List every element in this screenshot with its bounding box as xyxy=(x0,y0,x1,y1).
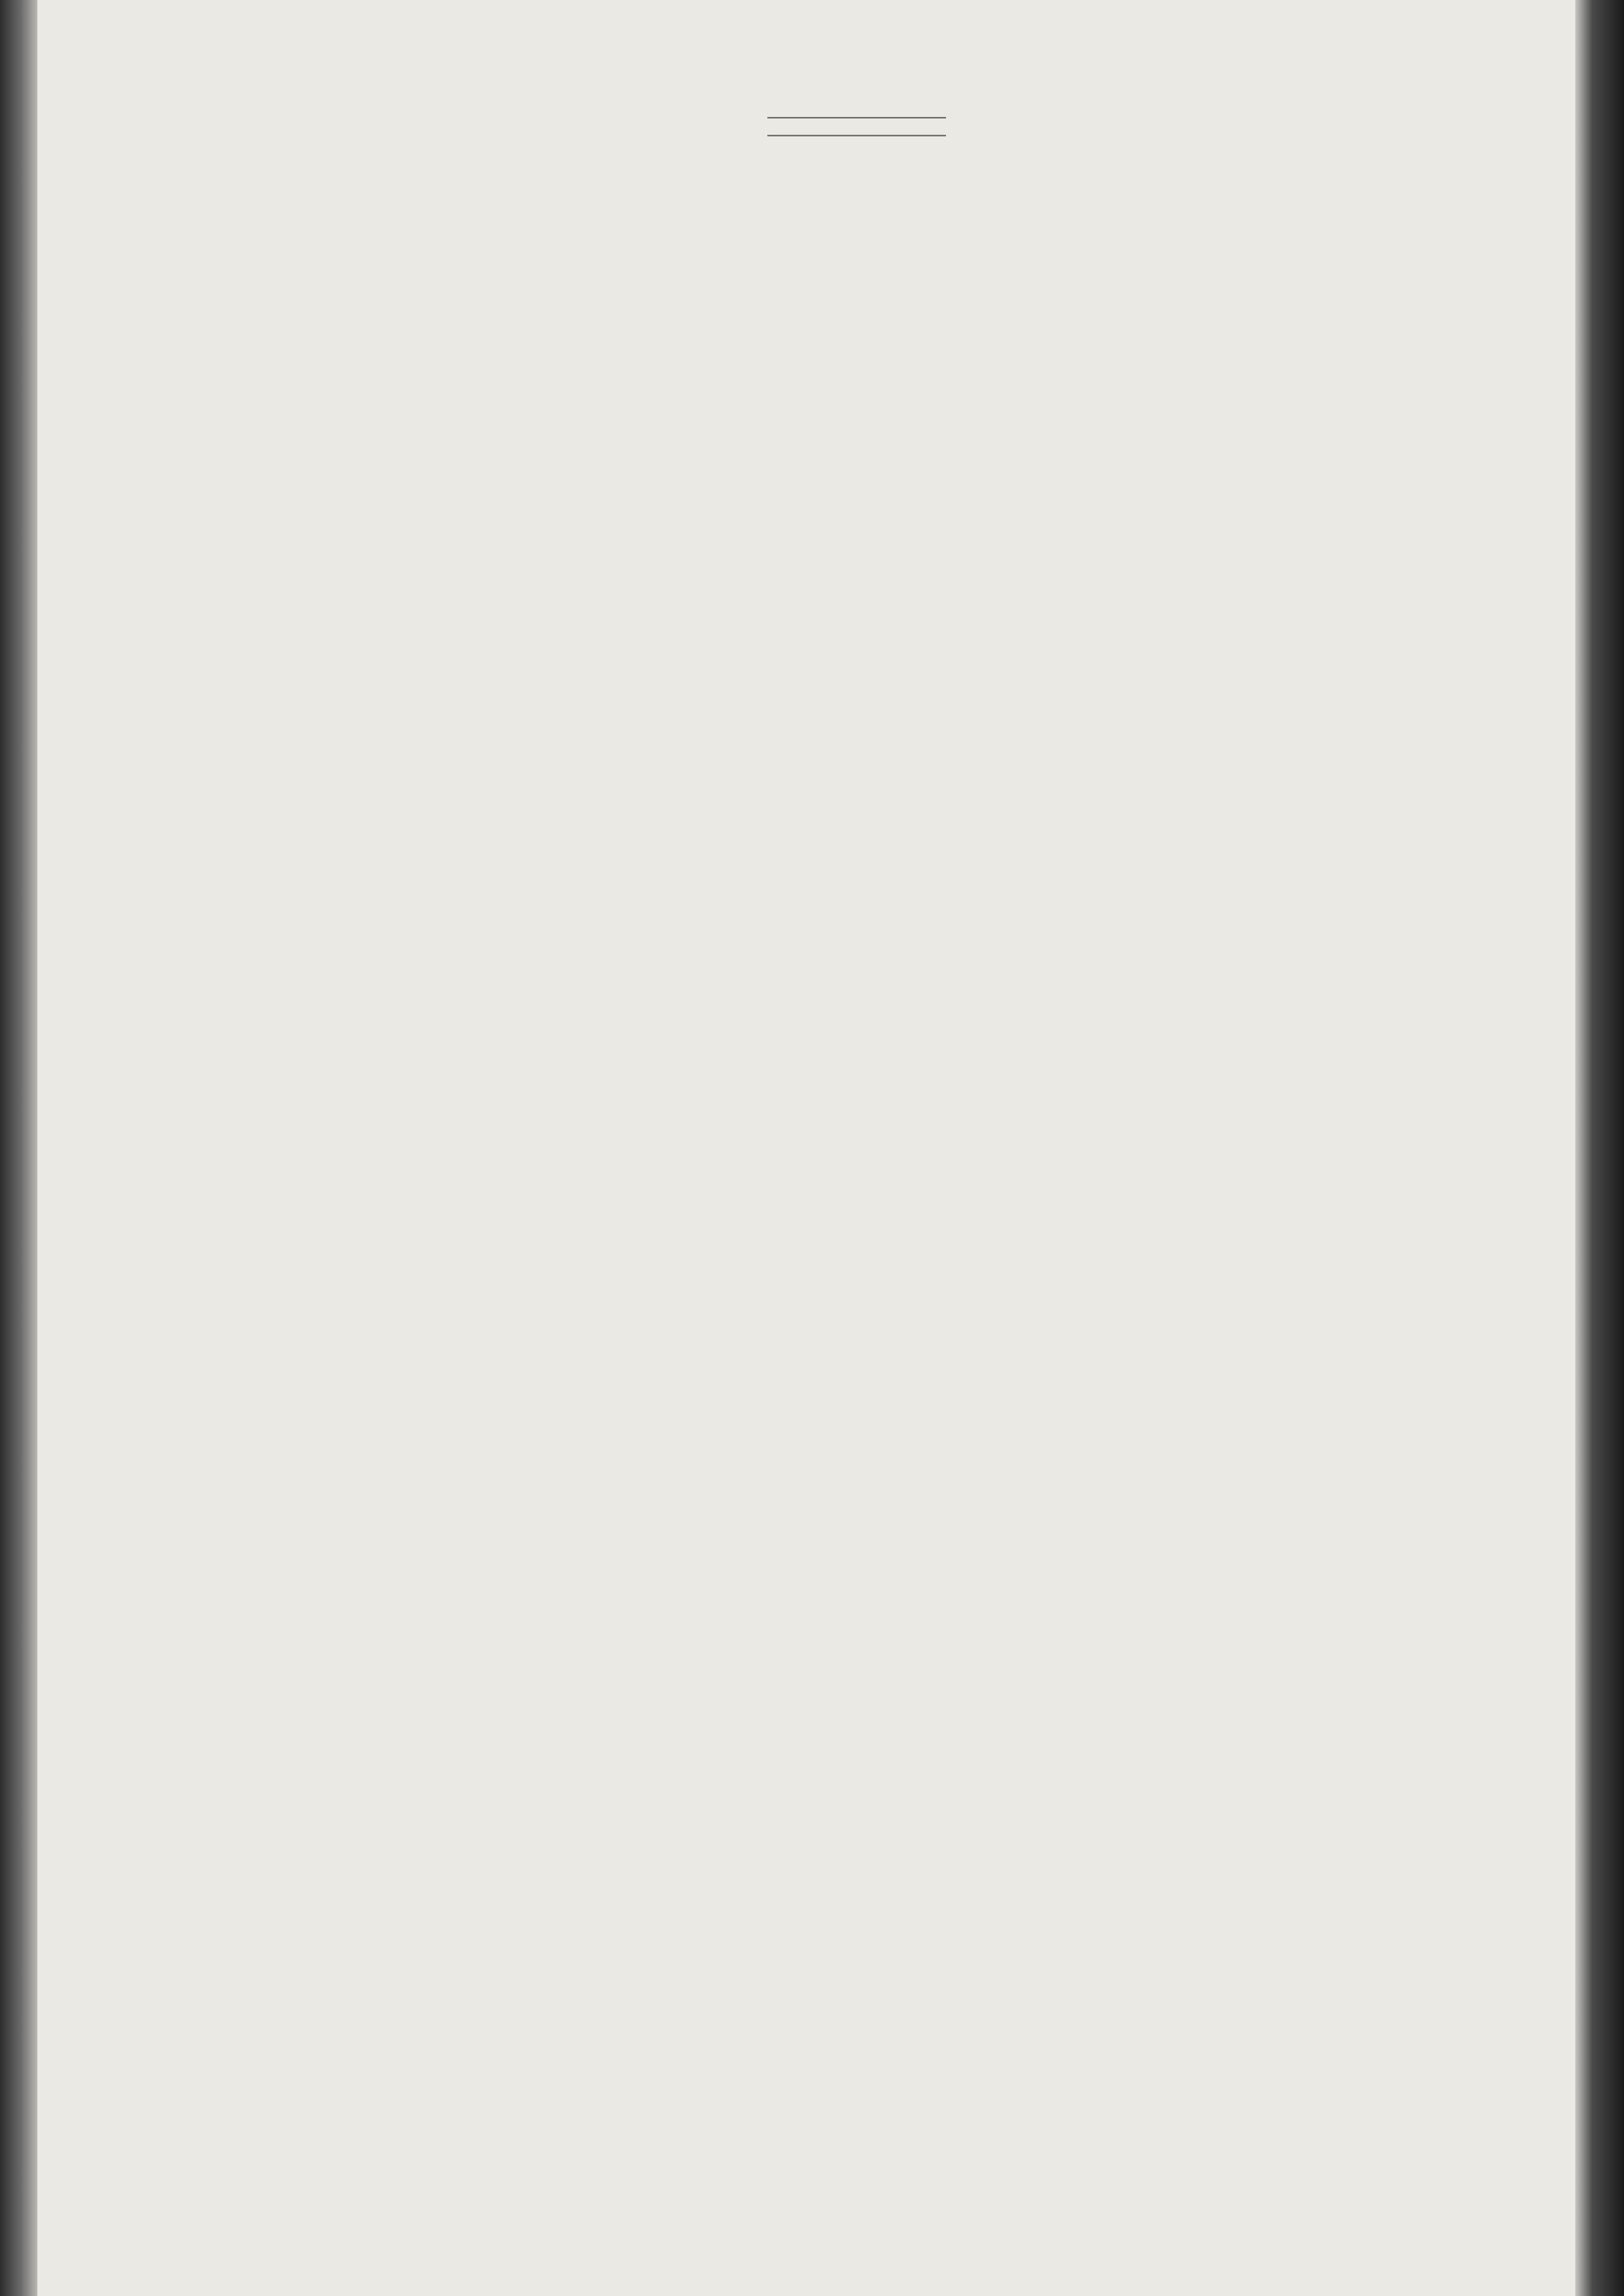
separator-rule xyxy=(767,117,946,119)
running-head xyxy=(175,50,1539,101)
scan-edge-right xyxy=(1575,0,1624,2296)
document-page xyxy=(175,50,1539,153)
separator-rule xyxy=(767,135,946,136)
scan-edge-left xyxy=(0,0,37,2296)
